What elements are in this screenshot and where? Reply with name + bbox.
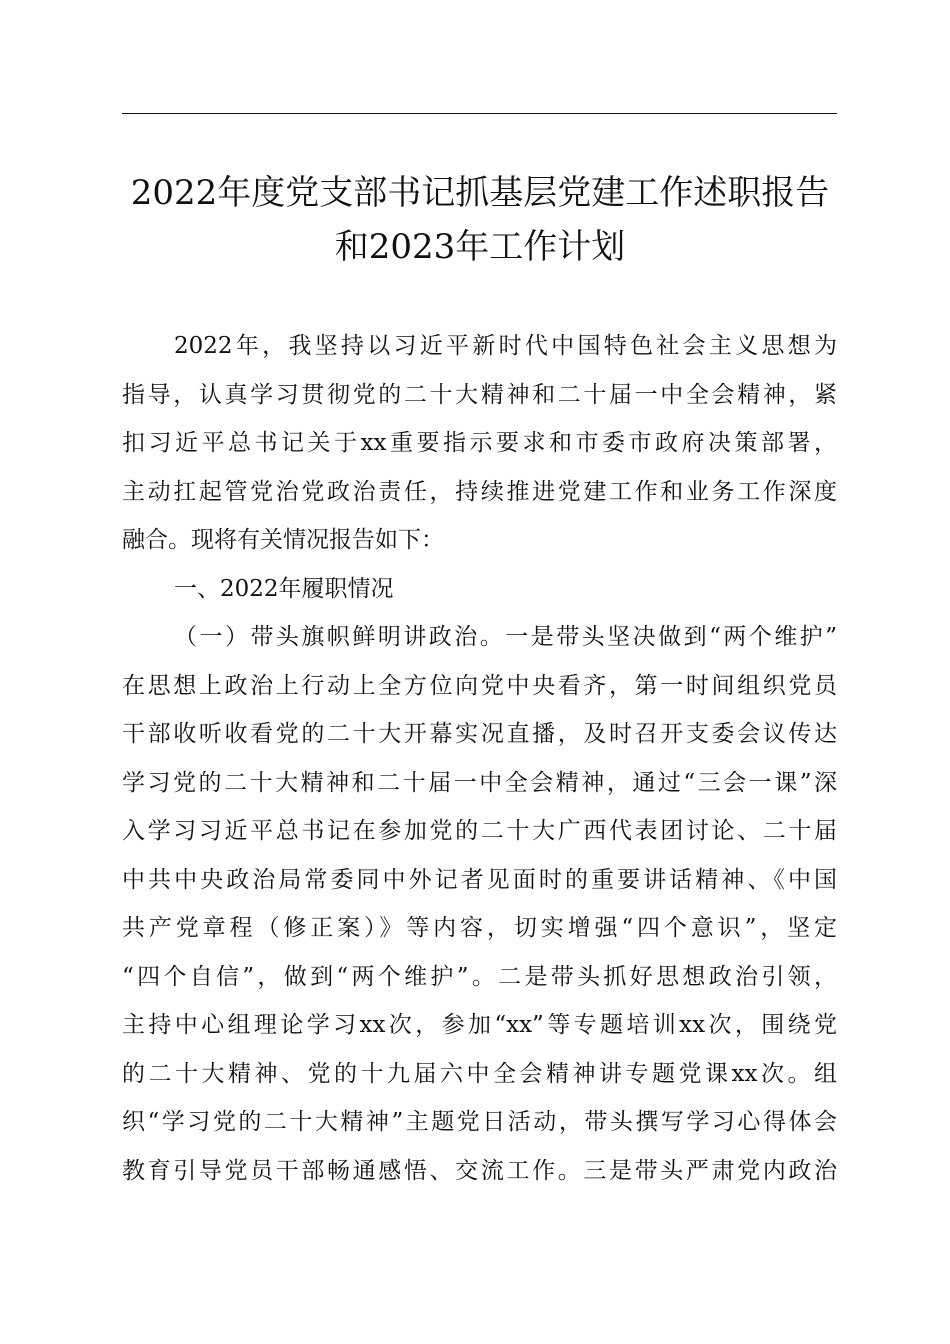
text-line: 扣习近平总书记关于xx重要指示要求和市委市政府决策部署， <box>122 430 837 456</box>
text-line: 中共中央政治局常委同中外记者见面时的重要讲话精神、《中国 <box>122 866 837 893</box>
document-body <box>122 322 837 1195</box>
text-line: 的二十大精神、党的十九届六中全会精神讲专题党课xx次。组 <box>122 1060 837 1087</box>
text-line: 在思想上政治上行动上全方位向党中央看齐，第一时间组织党员 <box>122 672 837 699</box>
text-line: 指导，认真学习贯彻党的二十大精神和二十届一中全会精神，紧 <box>122 381 837 408</box>
section-heading <box>122 565 837 614</box>
text-line: 主持中心组理论学习xx次，参加“xx”等专题培训xx次，围绕党 <box>122 1012 837 1038</box>
text-line: 入学习习近平总书记在参加党的二十大广西代表团讨论、二十届 <box>122 818 837 844</box>
title-line: 2022年度党支部书记抓基层党建工作述职报告 <box>130 173 830 213</box>
text-line: 干部收听收看党的二十大开幕实况直播，及时召开支委会议传达 <box>122 721 837 747</box>
body-paragraph <box>122 613 837 1195</box>
header-rule <box>122 113 837 114</box>
section-heading-text: 一、2022年履职情况 <box>174 575 394 602</box>
text-line: 教育引导党员干部畅通感悟、交流工作。三是带头严肃党内政治 <box>122 1157 837 1184</box>
text-line: 主动扛起管党治党政治责任，持续推进党建工作和业务工作深度 <box>122 478 837 505</box>
text-line: 织“学习党的二十大精神”主题党日活动，带头撰写学习心得体会 <box>122 1109 837 1135</box>
document-title <box>110 166 850 274</box>
text-line: 2022年，我坚持以习近平新时代中国特色社会主义思想为 <box>174 333 837 359</box>
text-line: “四个自信”，做到“两个维护”。二是带头抓好思想政治引领， <box>122 963 837 990</box>
title-line: 和2023年工作计划 <box>334 227 626 267</box>
intro-paragraph <box>122 322 837 565</box>
text-line: 共产党章程（修正案）》等内容，切实增强“四个意识”，坚定 <box>122 915 837 941</box>
text-line: 学习党的二十大精神和二十届一中全会精神，通过“三会一课”深 <box>122 769 837 796</box>
text-line: （一）带头旗帜鲜明讲政治。一是带头坚决做到“两个维护” <box>174 624 837 650</box>
text-line: 融合。现将有关情况报告如下： <box>122 527 444 553</box>
